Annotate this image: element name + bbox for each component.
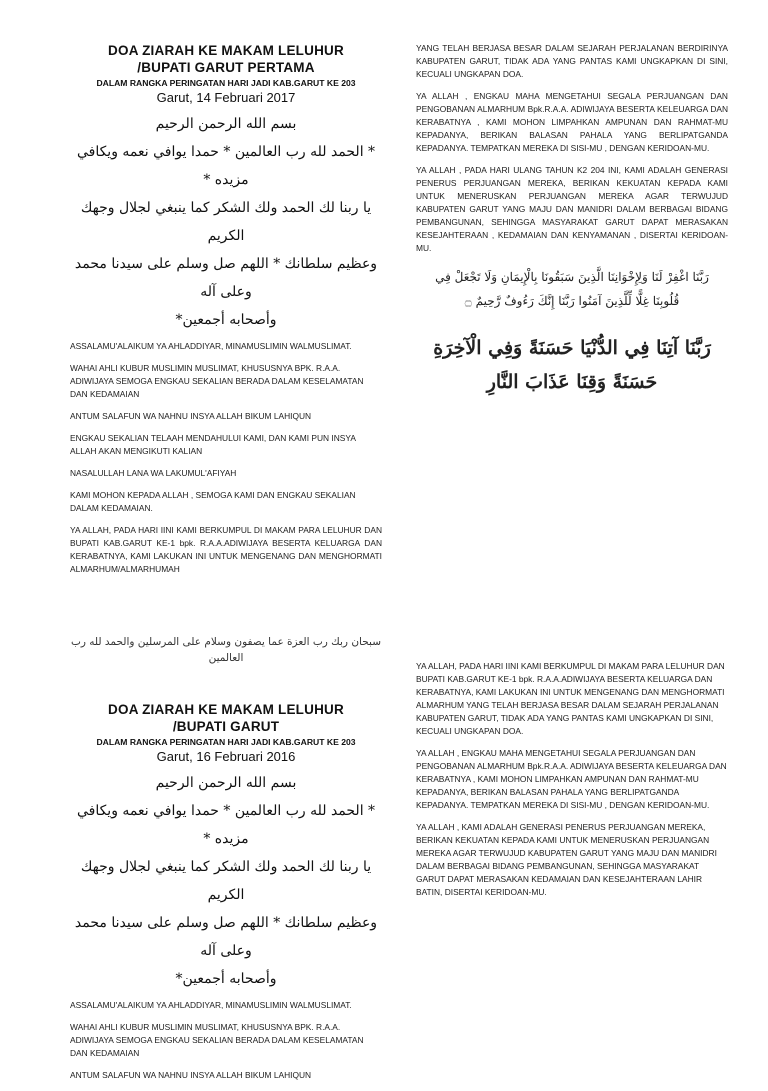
bottom-subtitle: DALAM RANGKA PERINGATAN HARI JADI KAB.GARUT KE 203 [96,737,356,747]
paragraph: ANTUM SALAFUN WA NAHNU INSYA ALLAH BIKUM LAHIQUN [70,411,312,421]
top-title-line2: /BUPATI GARUT PERTAMA [137,60,315,75]
top-arabic-line3: يا ربنا لك الحمد ولك الشكر كما ينبغي لجلال وجهك الكريم [80,200,372,244]
paragraph: YA ALLAH, PADA HARI IINI KAMI BERKUMPUL DI MAKAM PARA LELUHUR DAN BUPATI KAB.GARUT KE-1 bpk. R.A.A.ADIWIJAYA BESERTA KELUARGA DAN KERABATNYA, KAMI LAKUKAN INI UNTUK MENGENANG DAN MENGHORMATI ALMARHUM YANG TELAH BERJASA BESAR DALAM SEJARAH PERJALANAN KABUPATEN GARUT, TIDAK ADA YANG PANTAS KAMI UNGKAPKAN DI SINI, KECUALI UNGKAPAN DOA. [416,661,725,736]
paragraph: KAMI MOHON KEPADA ALLAH , SEMOGA KAMI DAN ENGKAU SEKALIAN DALAM KEDAMAIAN. [70,490,356,513]
bottom-arabic-line2: * الحمد لله رب العالمين * حمدا يوافي نعمه ويكافي مزيده * [76,803,376,847]
top-date: Garut, 14 Februari 2017 [156,90,296,105]
bottom-arabic-line4: وعظيم سلطانك * اللهم صل وسلم على سيدنا محمد وعلى آله [74,915,378,959]
top-left-column [70,42,382,585]
doa-line2: حَسَنَةً وَقِنَا عَذَابَ النَّارِ [486,371,658,393]
bottom-right-column [416,660,728,908]
top-subtitle: DALAM RANGKA PERINGATAN HARI JADI KAB.GARUT KE 203 [96,78,356,88]
paragraph: YA ALLAH , PADA HARI ULANG TAHUN K2 204 INI, KAMI ADALAH GENERASI PENERUS PERJUANGAN MEREKA, BERIKAN KEKUATAN KEPADA KAMI UNTUK MENERUSKAN PERJUANGAN MEREKA AGAR TERWUJUD KABUPATEN GARUT YANG MAJU DAN MANIDRI DALAM BERBAGAI BIDANG PEMBANGUNAN, SEHINGGA MASYARAKAT GARUT DAPAT MERASAKAN KESEJAHTERAAN , KEDAMAIAN DAN KENYAMANAN , DISERTAI KERIDOAN-MU. [416,165,728,253]
quran-verse-line1: رَبَّنَا اغْفِرْ لَنَا وَلِإِخْوَانِنَا الَّذِينَ سَبَقُونَا بِالْإِيمَانِ وَلَا تَجْعَلْ فِي [435,270,709,284]
paragraph: WAHAI AHLI KUBUR MUSLIMIN MUSLIMAT, KHUSUSNYA BPK. R.A.A. ADIWIJAYA SEMOGA ENGKAU SEKALIAN BERADA DALAM KESELAMATAN DAN KEDAMAIAN [70,1022,364,1058]
bottom-basmalah: بسم الله الرحمن الرحيم [155,775,297,791]
top-arabic-opening [70,110,382,334]
top-right-column [416,42,728,399]
bottom-left-paragraphs [70,999,382,1082]
paragraph: ANTUM SALAFUN WA NAHNU INSYA ALLAH BIKUM LAHIQUN [70,1070,312,1080]
paragraph: ENGKAU SEKALIAN TELAAH MENDAHULUI KAMI, DAN KAMI PUN INSYA ALLAH AKAN MENGIKUTI KALIAN [70,433,356,456]
top-basmalah: بسم الله الرحمن الرحيم [155,116,297,132]
paragraph: YA ALLAH, PADA HARI IINI KAMI BERKUMPUL DI MAKAM PARA LELUHUR DAN BUPATI KAB.GARUT KE-1 bpk. R.A.A.ADIWIJAYA BESERTA KELUARGA DAN KERABATNYA, KAMI LAKUKAN INI UNTUK MENGENANG DAN MENGHORMATI ALMARHUM/ALMARHUMAH [70,525,382,574]
quran-verse [416,265,728,313]
doa-sapu-jagat [416,331,728,399]
bottom-arabic-opening [70,769,382,993]
top-arabic-line5: وأصحابه أجمعين* [175,312,277,328]
closing-arabic: سبحان ربك رب العزة عما يصفون وسلام على المرسلين والحمد لله رب العالمين [70,636,381,664]
bottom-title-line2: /BUPATI GARUT [172,719,280,734]
doa-line1: رَبَّنَا آتِنَا فِي الدُّنْيَا حَسَنَةً وَفِي الْآخِرَةِ [433,337,711,359]
bottom-date: Garut, 16 Februari 2016 [156,749,296,764]
paragraph: ASSALAMU'ALAIKUM YA AHLADDIYAR, MINAMUSLIMIN WALMUSLIMAT. [70,341,352,351]
paragraph: ASSALAMU'ALAIKUM YA AHLADDIYAR, MINAMUSLIMIN WALMUSLIMAT. [70,1000,352,1010]
bottom-title-line1: DOA ZIARAH KE MAKAM LELUHUR [108,702,344,717]
bottom-arabic-line5: وأصحابه أجمعين* [175,971,277,987]
top-title-line1: DOA ZIARAH KE MAKAM LELUHUR [108,43,344,58]
top-arabic-line4: وعظيم سلطانك * اللهم صل وسلم على سيدنا محمد وعلى آله [74,256,378,300]
bottom-left-column [70,701,382,1091]
top-arabic-line2: * الحمد لله رب العالمين * حمدا يوافي نعمه ويكافي مزيده * [76,144,376,188]
top-left-paragraphs [70,340,382,576]
paragraph: YANG TELAH BERJASA BESAR DALAM SEJARAH PERJALANAN BERDIRINYA KABUPATEN GARUT, TIDAK ADA YANG PANTAS KAMI UNGKAPKAN DI SINI, KECUALI UNGKAPAN DOA. [416,43,728,79]
paragraph: NASALULLAH LANA WA LAKUMUL'AFIYAH [70,468,237,478]
quran-verse-line2: قُلُوبِنَا غِلًّا لِّلَّذِينَ آمَنُوا رَبَّنَا إِنَّكَ رَءُوفٌ رَّحِيمٌ ۝ [464,294,680,308]
paragraph: YA ALLAH , KAMI ADALAH GENERASI PENERUS PERJUANGAN MEREKA, BERIKAN KEKUATAN KEPADA KAMI UNTUK MENERUSKAN PERJUANGAN MEREKA AGAR TERWUJUD KABUPATEN GARUT YANG MAJU DAN MANIDRI DALAM BERBAGAI BIDANG PEMBANGUNAN, SEHINGGA MASYARAKAT GARUT DAPAT MERASAKAN KEDAMAIAN DAN KESEJAHTERAAN LAHIR BATIN, DISERTAI KERIDOAN-MU. [416,822,717,897]
paragraph: YA ALLAH , ENGKAU MAHA MENGETAHUI SEGALA PERJUANGAN DAN PENGOBANAN ALMARHUM Bpk.R.A.A. ADIWIJAYA BESERTA KELEUARGA DAN KERABATNYA , KAMI MOHON LIMPAHKAN AMPUNAN DAN RAHMAT-MU KEPADANYA, BERIKAN BALASAN PAHALA YANG BERLIPATGANDA KEPADANYA. TEMPATKAN MEREKA DI SISI-MU , DENGAN KERIDOAN-MU. [416,91,728,153]
paragraph: WAHAI AHLI KUBUR MUSLIMIN MUSLIMAT, KHUSUSNYA BPK. R.A.A. ADIWIJAYA SEMOGA ENGKAU SEKALIAN BERADA DALAM KESELAMATAN DAN KEDAMAIAN [70,363,364,399]
paragraph: YA ALLAH , ENGKAU MAHA MENGETAHUI SEGALA PERJUANGAN DAN PENGOBANAN ALMARHUM Bpk.R.A.A. ADIWIJAYA BESERTA KELEUARGA DAN KERABATNYA , KAMI MOHON LIMPAHKAN AMPUNAN DAN RAHMAT-MU KEPADANYA, BERIKAN BALASAN PAHALA YANG BERLIPATGANDA KEPADANYA. TEMPATKAN MEREKA DI SISI-MU , DENGAN KERIDOAN-MU. [416,748,727,810]
bottom-arabic-line3: يا ربنا لك الحمد ولك الشكر كما ينبغي لجلال وجهك الكريم [80,859,372,903]
